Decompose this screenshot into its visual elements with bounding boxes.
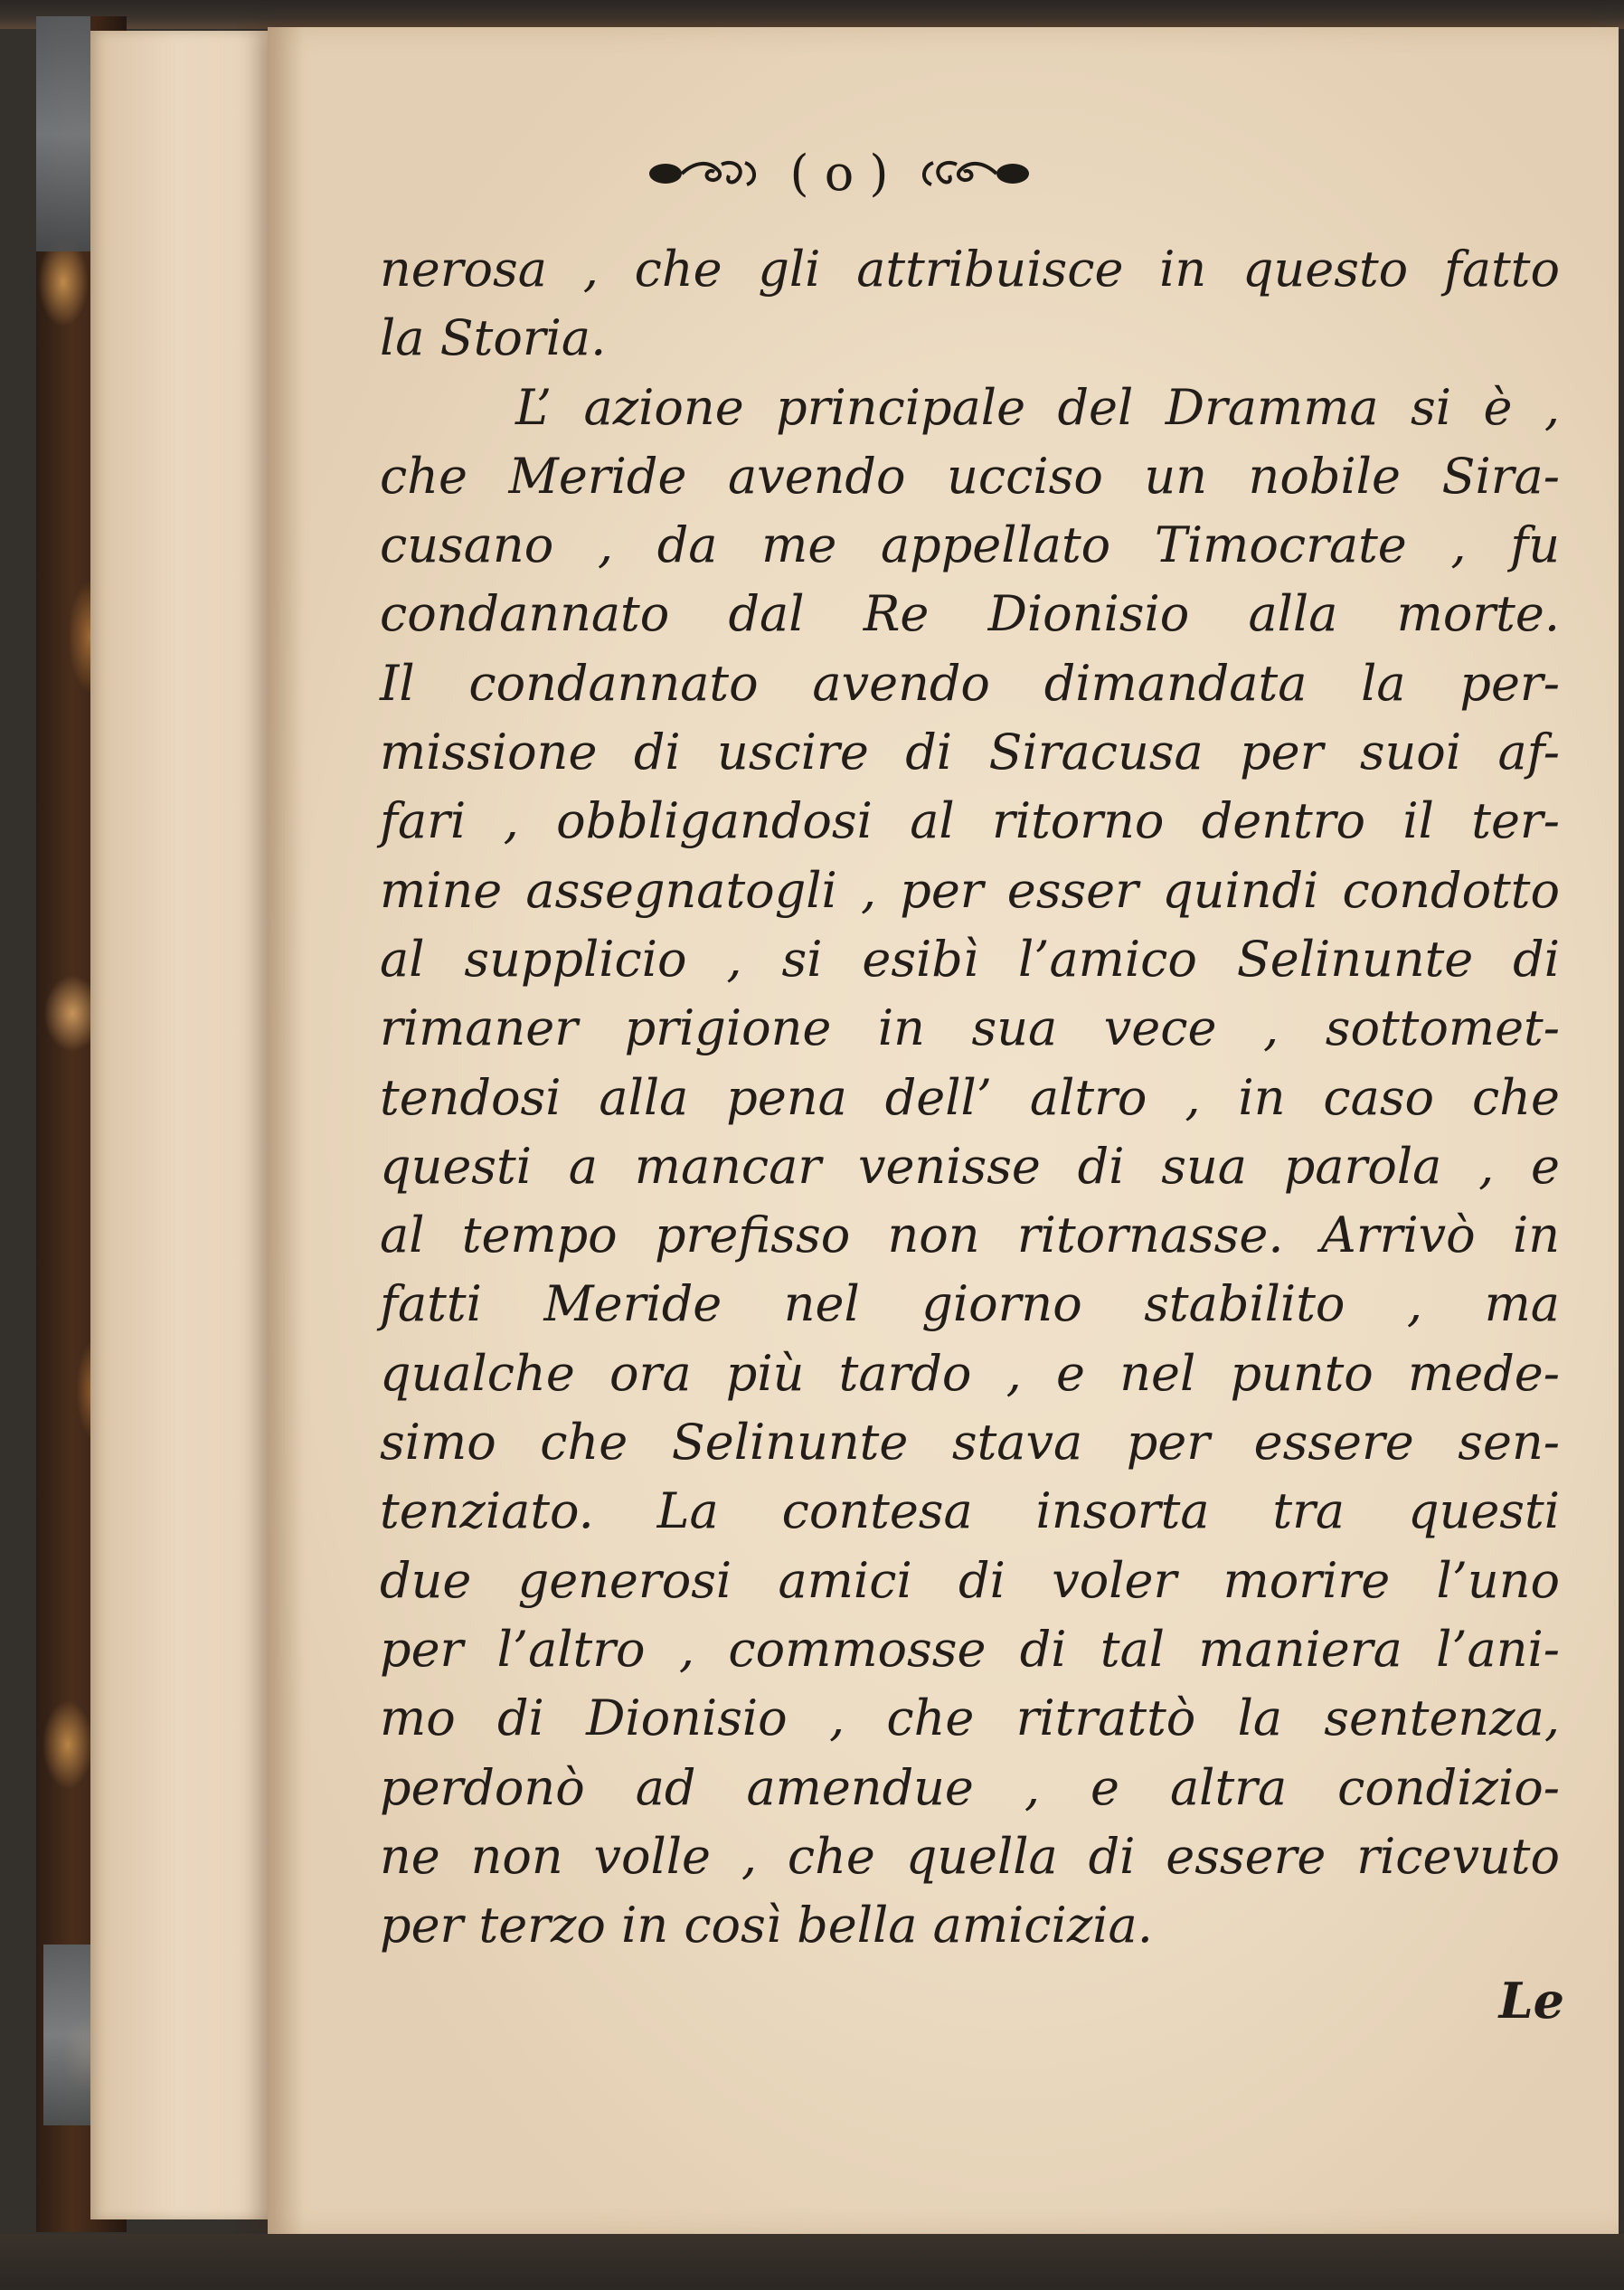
text-line: mo di Dionisio , che ritrattò la sentenza, [380, 1689, 1560, 1747]
text-line: che Meride avendo ucciso un nobile Sira- [380, 447, 1560, 505]
text-line: mine assegnatogli , per esser quindi condotto [380, 861, 1560, 919]
binding-cloth-top [36, 16, 90, 251]
body-text [380, 235, 1560, 1960]
text-line: Il condannato avendo dimandata la per- [380, 654, 1560, 712]
text-line: per terzo in così bella amicizia. [380, 1897, 1153, 1954]
binding-cloth-bottom [43, 1945, 94, 2125]
text-line: nerosa , che gli attribuisce in questo fatto [380, 241, 1560, 298]
text-line: rimaner prigione in sua vece , sottomet- [380, 999, 1560, 1057]
text-line: fari , obbligandosi al ritorno dentro il ter- [380, 792, 1560, 850]
scan-background-bottom [0, 2234, 1624, 2290]
text-line: due generosi amici di voler morire l’uno [380, 1551, 1560, 1609]
text-line: fatti Meride nel giorno stabilito , ma [380, 1275, 1560, 1333]
page-gutter-shadow [268, 27, 304, 2234]
text-line: qualche ora più tardo , e nel punto mede- [380, 1344, 1560, 1402]
text-line: per l’altro , commosse di tal maniera l’ani- [380, 1620, 1560, 1678]
text-line: simo che Selinunte stava per essere sen- [380, 1414, 1560, 1471]
text-line: la Storia. [380, 309, 607, 367]
text-line: tenziato. La contesa insorta tra questi [380, 1482, 1560, 1540]
catchword: Le [1498, 1972, 1564, 2030]
text-line: cusano , da me appellato Timocrate , fu [380, 516, 1560, 574]
text-line: L’ azione principale del Dramma si è , [515, 378, 1560, 436]
text-line: condannato dal Re Dionisio alla morte. [380, 585, 1560, 643]
text-line: perdonò ad amendue , e altra condizio- [380, 1758, 1560, 1816]
fleuron-left-icon [646, 157, 772, 190]
fleuron-right-icon [906, 157, 1033, 190]
text-line: missione di uscire di Siracusa per suoi af- [380, 724, 1560, 781]
text-line: al tempo prefisso non ritornasse. Arrivò in [380, 1207, 1560, 1264]
text-line: ne non volle , che quella di essere ricevuto [380, 1827, 1560, 1885]
page-number: ( o ) [789, 145, 889, 202]
running-head [27, 145, 1624, 208]
text-line: tendosi alla pena dell’ altro , in caso che [380, 1068, 1560, 1126]
text-line: questi a mancar venisse di sua parola , e [380, 1137, 1560, 1195]
scan-background-top [0, 0, 1624, 29]
text-line: al supplicio , si esibì l’amico Selinunte di [380, 930, 1560, 988]
